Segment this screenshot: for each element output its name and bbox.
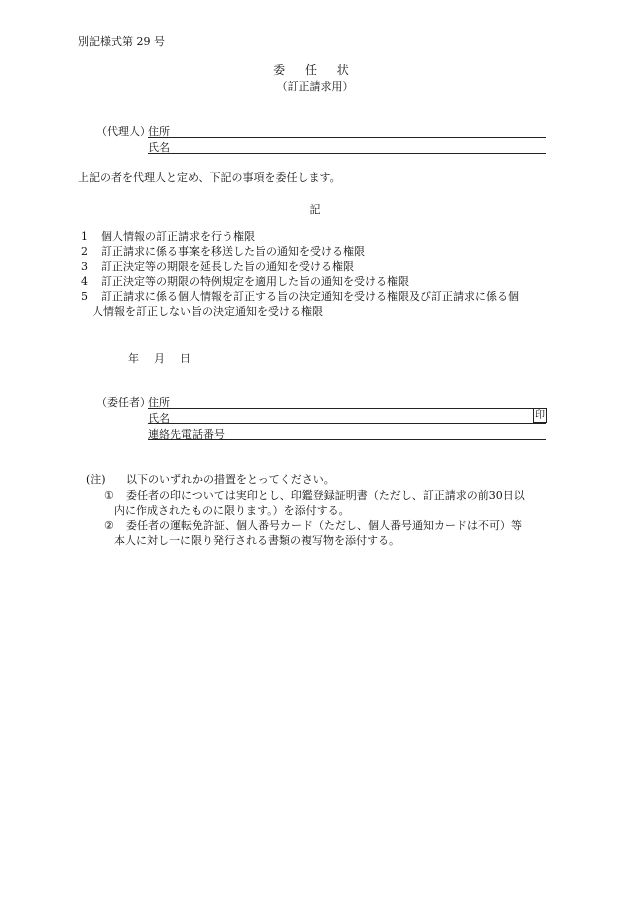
form-number: 別記様式第 29 号 [78, 35, 165, 48]
list-item [81, 261, 354, 272]
principal-address-line[interactable] [148, 408, 546, 409]
item-number: 1 [81, 230, 88, 243]
ki-heading: 記 [309, 203, 321, 216]
document-subtitle: （訂正請求用） [276, 80, 354, 93]
item-number: 2 [81, 245, 88, 258]
note-heading: (注) [86, 473, 106, 486]
item-number: 5 [81, 290, 88, 303]
item-text: 訂正請求に係る個人情報を訂正する旨の決定通知を受ける権限及び訂正請求に係る個 [101, 290, 519, 303]
item-text-continuation: 人情報を訂正しない旨の決定通知を受ける権限 [92, 305, 323, 318]
principal-address-label: 住所 [148, 396, 170, 409]
item-text: 訂正請求に係る事案を移送した旨の通知を受ける権限 [101, 245, 365, 258]
delegation-statement: 上記の者を代理人と定め、下記の事項を委任します。 [78, 171, 341, 184]
note-text-continuation: 内に作成されたものに限ります。）を添付する。 [114, 504, 350, 517]
date-field: 年 月 日 [128, 352, 193, 365]
principal-name-line[interactable] [148, 423, 546, 424]
seal-box: 印 [535, 410, 545, 421]
principal-name-label: 氏名 [148, 412, 170, 425]
list-item [81, 246, 365, 257]
agent-name-label: 氏名 [148, 141, 170, 154]
note-text: 委任者の運転免許証、個人番号カード（ただし、個人番号通知カードは不可）等 [126, 519, 522, 532]
document-title: 委 任 状 [273, 63, 357, 77]
list-item [81, 231, 255, 242]
agent-address-label: 住所 [148, 125, 170, 138]
item-text: 個人情報の訂正請求を行う権限 [101, 230, 255, 243]
principal-phone-label: 連絡先電話番号 [148, 428, 225, 441]
item-number: 3 [81, 260, 88, 273]
agent-address-line[interactable] [148, 137, 546, 138]
item-text: 訂正決定等の期限を延長した旨の通知を受ける権限 [101, 260, 354, 273]
note-intro: 以下のいずれかの措置をとってください。 [126, 473, 335, 486]
list-item [81, 291, 519, 302]
note-text-continuation: 本人に対し一に限り発行される書類の複写物を添付する。 [114, 534, 400, 547]
principal-role-label: （委任者） [96, 396, 151, 409]
principal-phone-line[interactable] [148, 439, 546, 440]
item-number: 4 [81, 275, 88, 288]
note-mark: ② [104, 519, 114, 532]
note-mark: ① [104, 489, 114, 502]
agent-role-label: （代理人） [96, 125, 151, 138]
agent-name-line[interactable] [148, 153, 546, 154]
list-item [81, 276, 409, 287]
note-text: 委任者の印については実印とし、印鑑登録証明書（ただし、訂正請求の前30日以 [126, 489, 525, 502]
item-text: 訂正決定等の期限の特例規定を適用した旨の通知を受ける権限 [101, 275, 409, 288]
